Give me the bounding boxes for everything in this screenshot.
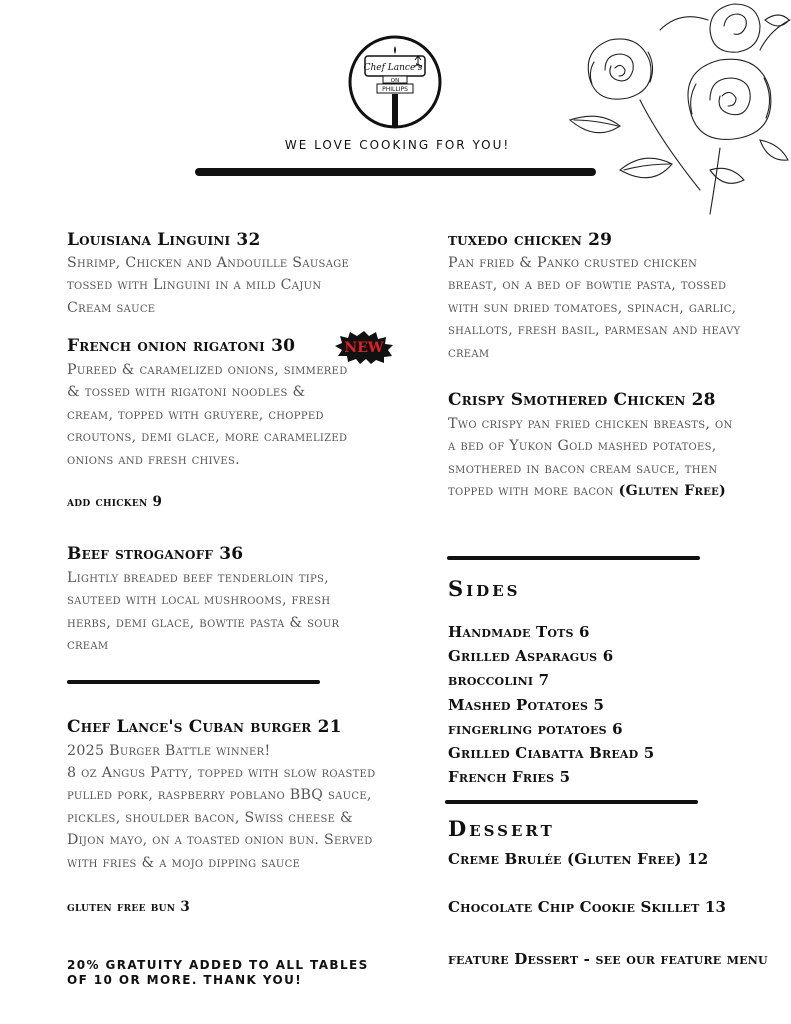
menu-item-title: Beef stroganoff 36	[67, 544, 244, 564]
dessert-heading: Dessert	[448, 816, 555, 841]
sides-heading: Sides	[448, 576, 521, 601]
menu-item-description: Shrimp, Chicken and Andouille Sausage tossed with Linguini in a mild Cajun Cream sauce	[67, 255, 350, 316]
restaurant-logo	[347, 34, 443, 130]
list-item: feature Dessert - see our feature menu	[448, 950, 768, 968]
menu-item-title: Louisiana Linguini 32	[67, 230, 261, 250]
menu-item-description: Pureed & caramelized onions, simmered & tossed with rigatoni noodles & cream, topped with gruyere, chopped croutons, demi glace, more caramelized onions and fresh chives.	[67, 362, 348, 468]
svg-text:PHILLIPS: PHILLIPS	[382, 86, 408, 93]
menu-item-description: 8 oz Angus Patty, topped with slow roasted pulled pork, raspberry poblano BBQ sauce, pickles, shoulder bacon, Swiss cheese & Dijon mayo, on a toasted onion bun. Served with fries & a mojo dipping sauce	[67, 765, 376, 871]
menu-item-title: Crispy Smothered Chicken 28	[448, 390, 716, 410]
tagline: WE LOVE COOKING FOR YOU!	[284, 138, 511, 152]
menu-item-addon: add chicken 9	[67, 494, 163, 510]
menu-item-title: Chef Lance's Cuban burger 21	[67, 717, 342, 737]
list-item: fingerling potatoes 6	[448, 719, 623, 738]
sides-list	[448, 620, 654, 789]
menu-item-description: Lightly breaded beef tenderloin tips, sauteed with local mushrooms, fresh herbs, demi glace, bowtie pasta & sour cream	[67, 570, 340, 654]
list-item: Grilled Ciabatta Bread 5	[448, 744, 655, 763]
menu-item-title: tuxedo chicken 29	[448, 230, 613, 250]
list-item: French Fries 5	[448, 768, 571, 787]
roses-illustration	[560, 0, 791, 218]
svg-text:NEW: NEW	[344, 340, 384, 356]
menu-item-title: French onion rigatoni 30	[67, 336, 296, 356]
section-divider	[445, 800, 698, 804]
section-divider	[447, 556, 700, 560]
svg-text:ON: ON	[390, 78, 400, 84]
menu-item-description	[448, 413, 738, 503]
menu-item-addon: gluten free bun 3	[67, 899, 191, 915]
menu-item-description: Pan fried & Panko crusted chicken breast, on a bed of bowtie pasta, tossed with sun dried tomatoes, spinach, garlic, shallots, fresh basil, parmesan and heavy cream	[448, 255, 741, 361]
gluten-free-tag: (Gluten Free)	[618, 483, 727, 500]
list-item: Chocolate Chip Cookie Skillet 13	[448, 898, 727, 916]
section-divider	[67, 680, 320, 684]
svg-text:Chef Lance's: Chef Lance's	[363, 63, 423, 73]
list-item: broccolini 7	[448, 671, 550, 690]
list-item: Grilled Asparagus 6	[448, 647, 614, 666]
menu-item-description-text: Two crispy pan fried chicken breasts, on a bed of Yukon Gold mashed potatoes, smothered in bacon cream sauce, then topped with more bacon	[448, 416, 733, 500]
list-item: Handmade Tots 6	[448, 623, 590, 641]
header-divider	[195, 168, 596, 176]
list-item: Creme Brulée (Gluten Free) 12	[448, 850, 709, 868]
gratuity-notice: 20% GRATUITY ADDED TO ALL TABLES OF 10 OR MORE. THANK YOU!	[67, 958, 369, 987]
menu-item-tagline: 2025 Burger Battle winner!	[67, 743, 271, 759]
list-item: Mashed Potatoes 5	[448, 695, 605, 714]
